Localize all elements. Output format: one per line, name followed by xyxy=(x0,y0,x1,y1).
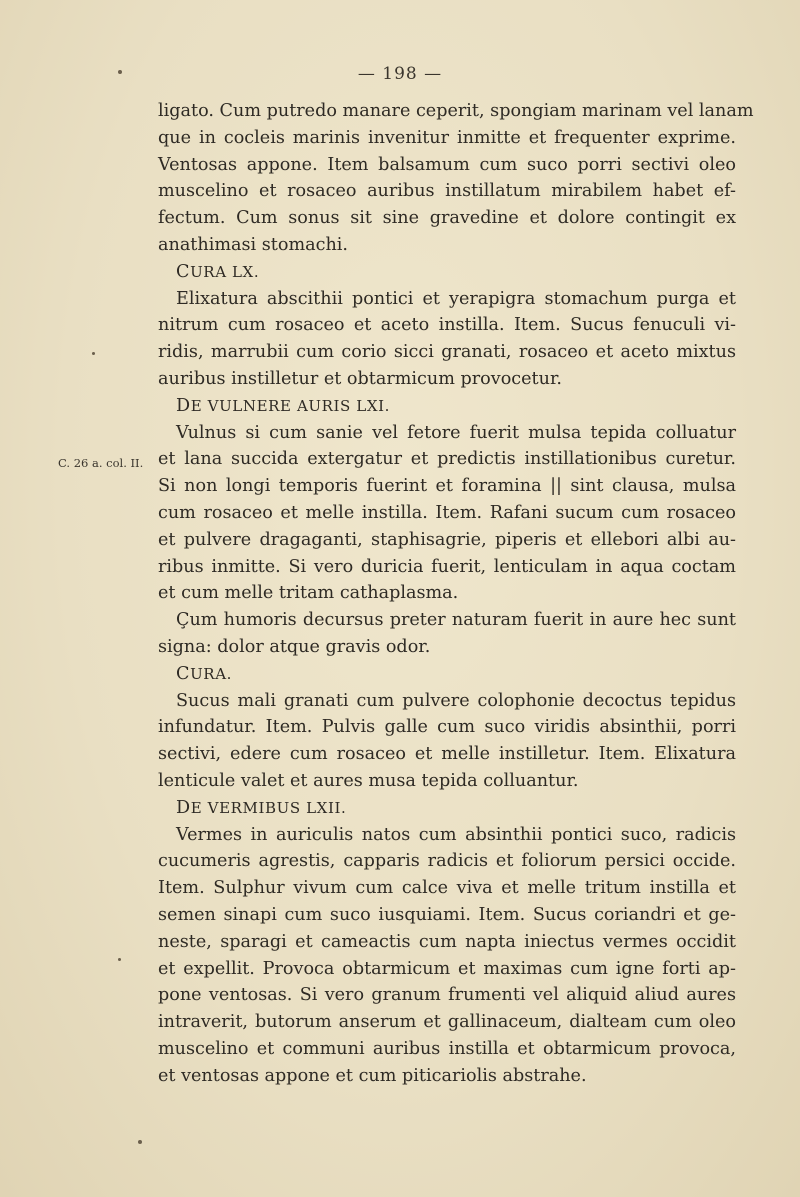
text-line: et ventosas appone et cum piticariolis abstrahe. xyxy=(158,1065,587,1086)
text-line: cum rosaceo et melle instilla. Item. Rafani sucum cum rosaceo xyxy=(158,502,736,523)
text-line: sectivi, edere cum rosaceo et melle instilletur. Item. Elixatura xyxy=(158,744,736,765)
text-line: Ventosas appone. Item balsamum cum suco porri sectivi oleo xyxy=(158,154,736,175)
ink-speck xyxy=(92,352,95,355)
ink-speck xyxy=(138,1140,142,1144)
text-line: Çum humoris decursus preter naturam fuerit in aure hec sunt xyxy=(176,610,736,631)
body-text xyxy=(158,98,754,1089)
text-line: pone ventosas. Si vero granum frumenti vel aliquid aliud aures xyxy=(158,985,736,1006)
section-heading: DE VERMIBUS LXII. xyxy=(176,797,347,818)
text-line: ligato. Cum putredo manare ceperit, spongiam marinam vel lanam xyxy=(158,101,754,121)
text-line: et lana succida extergatur et predictis instillationibus curetur. xyxy=(158,449,736,470)
text-line: Elixatura abscithii pontici et yerapigra stomachum purga et xyxy=(176,288,736,309)
text-line: Sucus mali granati cum pulvere colophonie decoctus tepidus xyxy=(176,690,736,711)
text-line: auribus instilletur et obtarmicum provocetur. xyxy=(158,368,563,389)
text-line: nitrum cum rosaceo et aceto instilla. Item. Sucus fenuculi vi- xyxy=(158,315,736,336)
text-line: et expellit. Provoca obtarmicum et maximas cum igne forti ap- xyxy=(158,958,736,979)
section-heading: CURA. xyxy=(176,663,232,684)
text-line: muscelino et communi auribus instilla et obtarmicum provoca, xyxy=(158,1038,736,1059)
text-line: lenticule valet et aures musa tepida colluantur. xyxy=(158,770,579,791)
text-line: Item. Sulphur vivum cum calce viva et melle tritum instilla et xyxy=(158,878,736,899)
text-line: que in cocleis marinis invenitur inmitte et frequenter exprime. xyxy=(158,127,736,148)
text-line: fectum. Cum sonus sit sine gravedine et dolore contingit ex xyxy=(158,208,736,229)
text-line: et cum melle tritam cathaplasma. xyxy=(158,583,459,604)
text-line: ribus inmitte. Si vero duricia fuerit, lenticulam in aqua coctam xyxy=(158,556,736,577)
page-number: — 198 — xyxy=(357,64,443,84)
text-line: ridis, marrubii cum corio sicci granati, rosaceo et aceto mixtus xyxy=(158,342,736,363)
section-heading: CURA LX. xyxy=(176,261,260,282)
section-heading: DE VULNERE AURIS LXI. xyxy=(176,395,391,416)
text-line: et pulvere dragaganti, staphisagrie, piperis et ellebori albi au- xyxy=(158,529,736,550)
ink-speck xyxy=(118,70,122,74)
text-line: neste, sparagi et cameactis cum napta iniectus vermes occidit xyxy=(158,931,736,952)
text-line: muscelino et rosaceo auribus instillatum mirabilem habet ef- xyxy=(158,181,736,202)
text-line: signa: dolor atque gravis odor. xyxy=(158,636,431,657)
text-line: semen sinapi cum suco iusquiami. Item. Sucus coriandri et ge- xyxy=(158,904,736,925)
text-line: intraverit, butorum anserum et gallinaceum, dialteam cum oleo xyxy=(158,1012,736,1033)
text-line: Vulnus si cum sanie vel fetore fuerit mulsa tepida colluatur xyxy=(176,422,736,443)
text-line: Vermes in auriculis natos cum absinthii pontici suco, radicis xyxy=(176,824,736,845)
ink-speck xyxy=(118,958,121,961)
text-line: cucumeris agrestis, capparis radicis et foliorum persici occide. xyxy=(158,851,736,872)
text-line: infundatur. Item. Pulvis galle cum suco viridis absinthii, porri xyxy=(158,717,736,738)
margin-note: C. 26 a. col. II. xyxy=(58,456,144,470)
text-line: anathimasi stomachi. xyxy=(158,234,349,255)
text-line: Si non longi temporis fuerint et foramina || sint clausa, mulsa xyxy=(158,476,736,497)
